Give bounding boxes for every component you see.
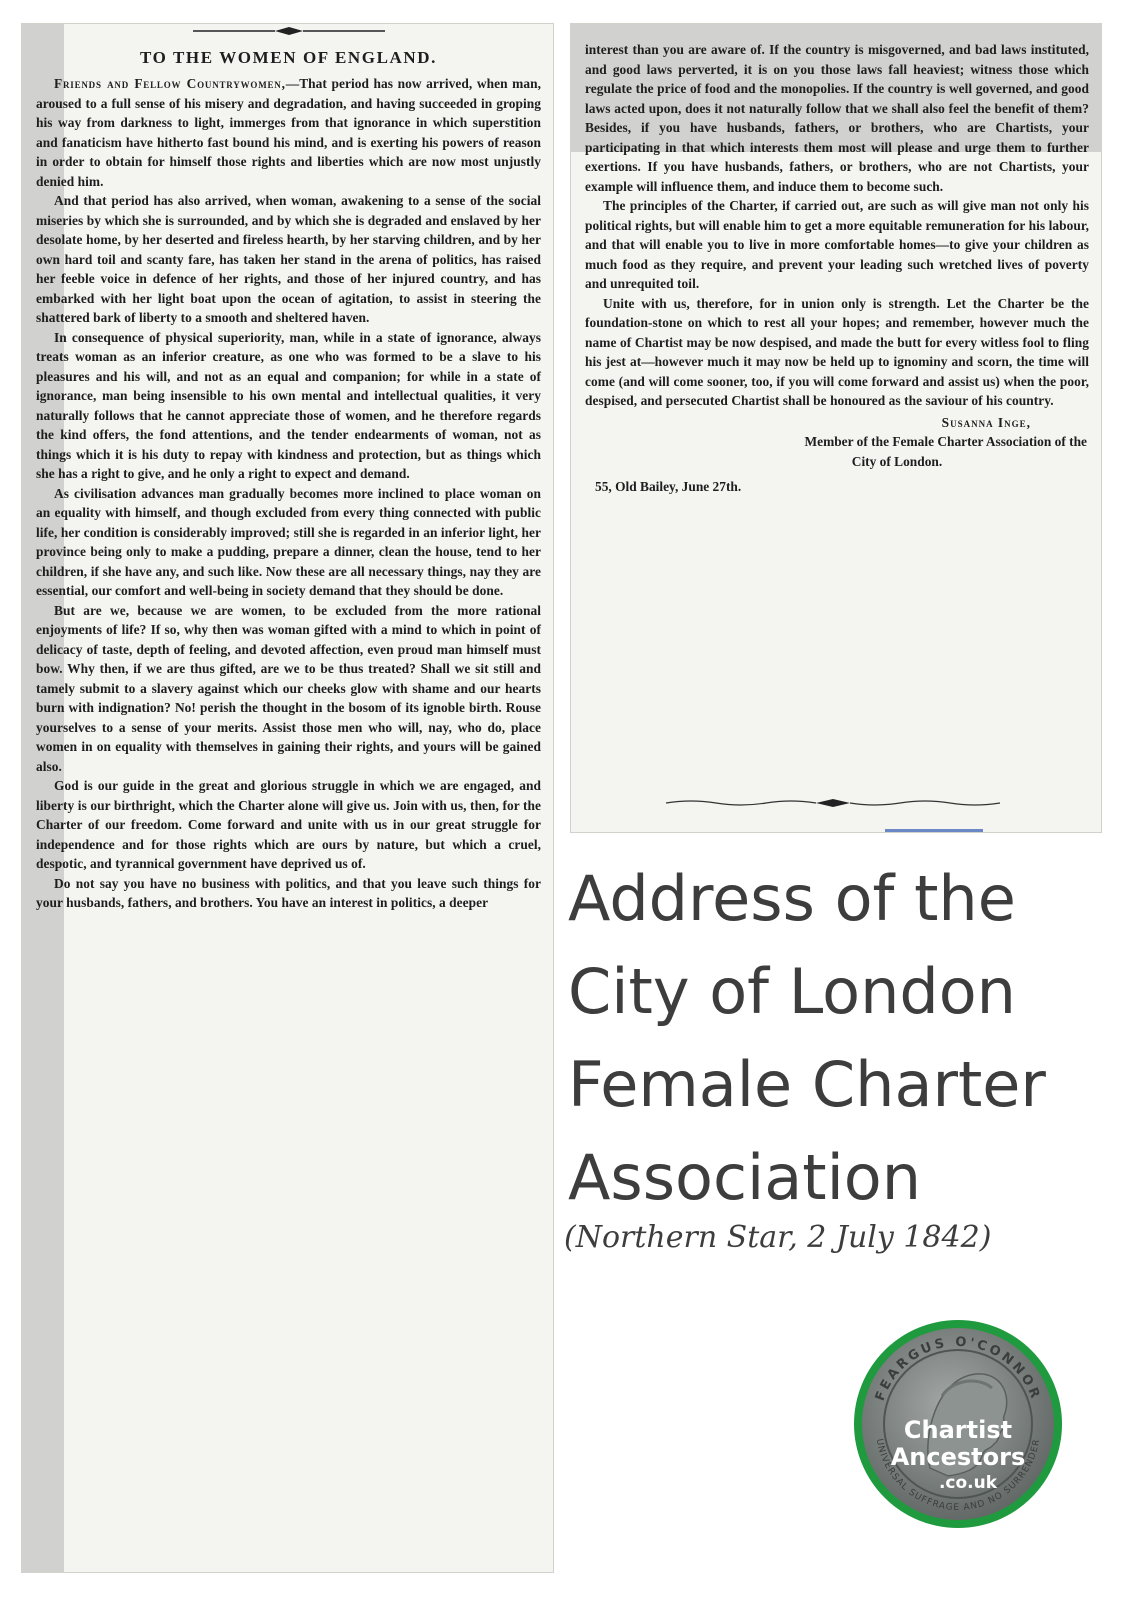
salutation: Friends and Fellow Countrywomen, <box>54 76 286 91</box>
newspaper-clipping-right <box>571 24 1101 832</box>
headline-line: Address of the <box>568 862 1016 935</box>
article-paragraph: But are we, because we are women, to be excluded from the more rational enjoyments of life? If so, why then was woman gifted with a mind to which in point of delicacy of taste, depth of feeling, and devoted affection, even proud man himself must bow. Why then, if we are thus gifted, are we to be thus treated? Shall we sit still and tamely submit to a slavery against which our cheeks glow with shame and our hearts burn with indignation? No! perish the thought in the bosom of its ignoble birth. Rouse yourselves to a sense of your merits. Assist those men who will, nay, who do, place women in on equality with themselves in gaining their rights, and yours will be gained also. <box>36 602 541 774</box>
headline-line: City of London <box>568 955 1016 1028</box>
logo-line-1: Chartist <box>903 1416 1013 1444</box>
ornament-rule <box>571 796 1101 810</box>
article-paragraph: Do not say you have no business with politics, and that you leave such things for your husbands, fathers, and brothers. You have an interest in politics, a deeper <box>36 875 541 910</box>
signature-role: Member of the Female Charter Association of the <box>804 434 1087 449</box>
article-paragraph: Unite with us, therefore, for in union only is strength. Let the Charter be the foundation-stone on which to rest all your hopes; and remember, however much the name of Chartist may be now despised, and made the butt for every witless fool to fling his jest at—however much it may now be held up to ignominy and scorn, the time will come (and will come sooner, too, if you will come forward and assist us) when the poor, despised, and persecuted Chartist shall be honoured as the saviour of his country. <box>585 295 1089 408</box>
signature-address: 55, Old Bailey, June 27th. <box>595 479 742 494</box>
signature-name: Susanna Inge, <box>941 414 1031 430</box>
article-body-right <box>585 40 1089 411</box>
logo-line-2: Ancestors <box>890 1443 1026 1471</box>
signature-city: City of London. <box>851 453 943 469</box>
logo-ring-text: FEARGUS O'CONNOR <box>872 1334 1044 1404</box>
article-paragraph: As civilisation advances man gradually becomes more inclined to place woman on an equality with himself, and though excluded from every thing connected with public life, her condition is considerably improved; still she is regarded in an inferior light, her province being only to make a pudding, prepare a dinner, clean the house, tend to her children, if she have any, and such like. Now these are all necessary things, nay they are essential, our comfort and well-being in society demand that they should be done. <box>36 485 541 598</box>
ornament-rule <box>189 24 389 38</box>
scan-artifact <box>885 829 983 832</box>
headline <box>568 852 1108 1224</box>
article-paragraph: And that period has also arrived, when woman, awakening to a sense of the social miseries by which she is surrounded, and by which she is degraded and enslaved by her desolate home, by her deserted and fireless hearth, by her starving children, and by her own hard toil and scanty fare, has taken her stand in the arena of politics, has raised her feeble voice in defence of her rights, and those of her injured country, and has embarked with her light boat upon the ocean of agitation, to assist in steering the shattered bark of liberty to a smooth and sheltered haven. <box>36 193 541 325</box>
headline-line: Association <box>568 1141 922 1214</box>
chartist-ancestors-logo <box>852 1318 1064 1530</box>
article-paragraph: The principles of the Charter, if carried out, are such as will give man not only his political rights, but will enable him to get a more equitable remuneration for his labour, and that will enable you to live in more comfortable homes—to give your children as much food as they require, and prevent your leading such wretched lives of poverty and unrequited toil. <box>585 198 1089 291</box>
article-title: TO THE WOMEN OF ENGLAND. <box>139 48 438 67</box>
article-paragraph: God is our guide in the great and glorious struggle in which we are engaged, and liberty is our birthright, which the Charter alone will give us. Join with us, then, for the Charter of our freedom. Come forward and unite with us in our great struggle for independence and for those rights which are ours by nature, but which a cruel, despotic, and tyrannical government have deprived us of. <box>36 778 541 871</box>
article-paragraph: interest than you are aware of. If the country is misgoverned, and bad laws instituted, and good laws perverted, it is on you those laws fall heaviest; witness those which regulate the price of food and the monopolies. If the country is well governed, and good laws acted upon, does it not naturally follow that we shall also feel the benefit of them? Besides, if you have husbands, fathers, or brothers, who are Chartists, your participating in that which interests them most will please and urge them to further exertions. If you have husbands, fathers, or brothers, who are not Chartists, your example will influence them, and induce them to become such. <box>585 42 1089 194</box>
logo-ring-text-lower: UNIVERSAL SUFFRAGE AND NO SURRENDER <box>873 1437 1043 1514</box>
newspaper-clipping-left <box>22 24 553 1572</box>
headline-line: Female Charter <box>568 1048 1046 1121</box>
logo-line-3: .co.uk <box>938 1473 998 1493</box>
article-paragraph: In consequence of physical superiority, man, while in a state of ignorance, always treats woman as an inferior creature, as one who was formed to be a slave to his pleasures and his will, and not as an equal and companion; for while in a state of ignorance, man being insensible to his own mental and intellectual qualities, it very naturally follows that he cannot appreciate those of women, and he therefore regards the kind offers, the fond attentions, and the tender endearments of woman, not as things which it is his duty to repay with kindness and protection, but as things which she has a right to give, and he only a right to expect and demand. <box>36 329 541 481</box>
signature-block <box>585 413 1089 497</box>
article-body-left <box>36 74 541 913</box>
article-paragraph: Friends and Fellow Countrywomen,—That period has now arrived, when man, aroused to a full sense of his misery and degradation, and having succeeded in groping his way from darkness to light, immerges from that ignorance in which superstition and fanaticism have hitherto fast bound his mind, and is exerting his powers of reason in order to obtain for himself those rights and liberties which are now most unjustly denied him. <box>36 76 541 189</box>
citation: (Northern Star, 2 July 1842) <box>564 1220 992 1255</box>
